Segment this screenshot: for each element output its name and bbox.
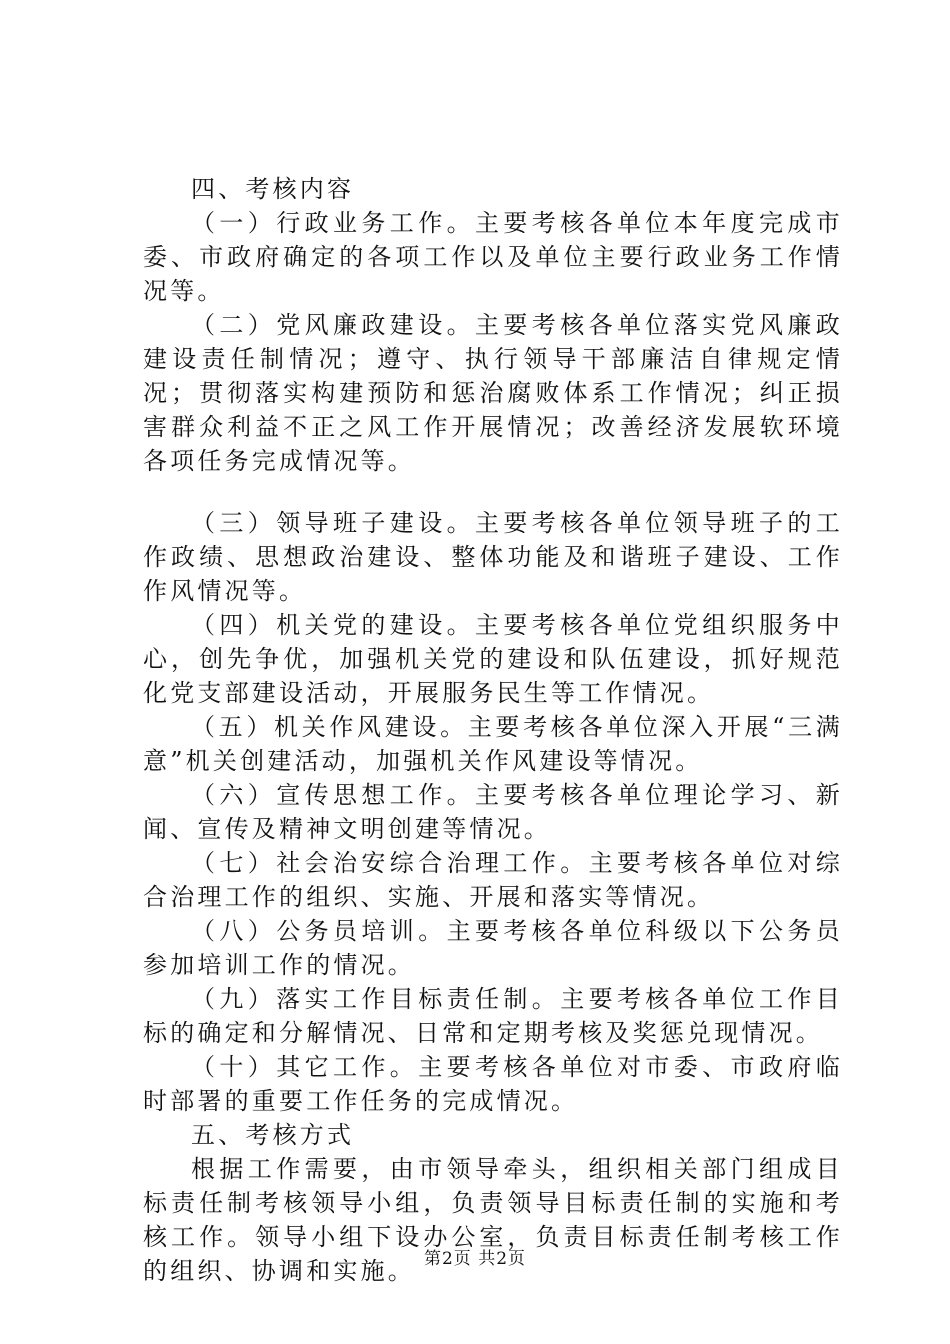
list-item-publicity: （六）宣传思想工作。主要考核各单位理论学习、新闻、宣传及精神文明创建等情况。 <box>143 781 843 843</box>
list-item-civil-servant-training: （八）公务员培训。主要考核各单位科级以下公务员参加培训工作的情况。 <box>143 917 843 979</box>
list-item-work-style: （五）机关作风建设。主要考核各单位深入开展“三满意”机关创建活动，加强机关作风建设等情况。 <box>143 713 843 775</box>
list-item-leadership-team: （三）领导班子建设。主要考核各单位领导班子的工作政绩、思想政治建设、整体功能及和谐班子建设、工作作风情况等。 <box>143 509 843 605</box>
document-body <box>143 172 843 1288</box>
list-item-clean-governance: （二）党风廉政建设。主要考核各单位落实党风廉政建设责任制情况；遵守、执行领导干部廉洁自律规定情况；贯彻落实构建预防和惩治腐败体系工作情况；纠正损害群众利益不正之风工作开展情况；改善经济发展软环境各项任务完成情况等。 <box>143 311 843 475</box>
paragraph-gap <box>143 478 843 506</box>
list-item-public-security: （七）社会治安综合治理工作。主要考核各单位对综合治理工作的组织、实施、开展和落实等情况。 <box>143 849 843 911</box>
page-footer: 第2页 共2页 <box>423 1249 527 1269</box>
list-item-other-work: （十）其它工作。主要考核各单位对市委、市政府临时部署的重要工作任务的完成情况。 <box>143 1053 843 1115</box>
list-item-party-building: （四）机关党的建设。主要考核各单位党组织服务中心，创先争优，加强机关党的建设和队伍建设，抓好规范化党支部建设活动，开展服务民生等工作情况。 <box>143 611 843 707</box>
list-item-administrative-work: （一）行政业务工作。主要考核各单位本年度完成市委、市政府确定的各项工作以及单位主要行政业务工作情况等。 <box>143 209 843 305</box>
section-heading-assessment-method: 五、考核方式 <box>191 1121 355 1149</box>
section-heading-assessment-content: 四、考核内容 <box>191 175 355 203</box>
paragraph-assessment-method: 根据工作需要，由市领导牵头，组织相关部门组成目标责任制考核领导小组，负责领导目标责任制的实施和考核工作。领导小组下设办公室，负责目标责任制考核工作的组织、协调和实施。 <box>143 1155 843 1285</box>
list-item-target-responsibility: （九）落实工作目标责任制。主要考核各单位工作目标的确定和分解情况、日常和定期考核及奖惩兑现情况。 <box>143 985 843 1047</box>
